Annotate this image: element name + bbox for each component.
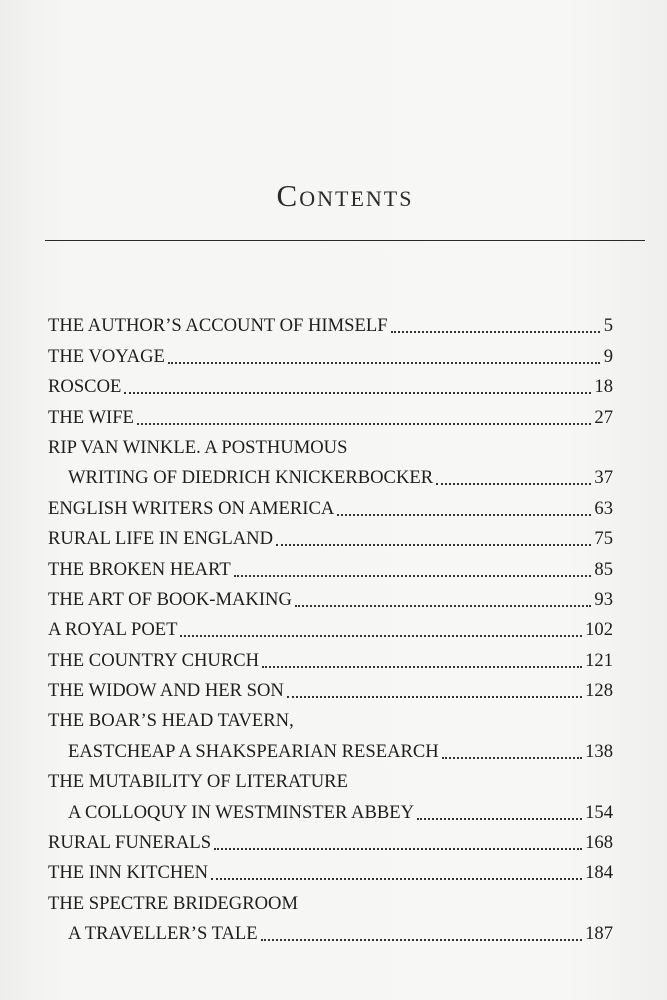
toc-entry-page: 37 xyxy=(594,467,613,489)
toc-entry-heading-line xyxy=(48,884,613,914)
toc-entry-title: A TRAVELLER’S TALE xyxy=(68,923,258,945)
toc-entry-title: A COLLOQUY IN WESTMINSTER ABBEY xyxy=(68,801,415,823)
leader-dots xyxy=(137,423,592,425)
toc-entry-title: THE VOYAGE xyxy=(48,345,165,367)
leader-dots xyxy=(337,514,591,516)
toc-entry xyxy=(48,581,613,611)
toc-entry-page: 187 xyxy=(585,923,613,945)
toc-entry-title: THE WIFE xyxy=(48,406,134,428)
leader-dots xyxy=(214,848,582,850)
toc-entry xyxy=(48,672,613,702)
toc-entry xyxy=(48,489,613,519)
toc-entry xyxy=(48,307,613,337)
toc-entry-page: 121 xyxy=(585,649,613,671)
leader-dots xyxy=(442,757,582,759)
toc-entry xyxy=(48,368,613,398)
toc-entry-title: A ROYAL POET xyxy=(48,619,178,641)
toc-entry xyxy=(48,732,613,762)
toc-entry-title: THE INN KITCHEN xyxy=(48,862,209,884)
toc-entry-page: 102 xyxy=(585,619,613,641)
toc-entry xyxy=(48,854,613,884)
toc-entry-heading-line xyxy=(48,763,613,793)
toc-entry-title: THE AUTHOR’S ACCOUNT OF HIMSELF xyxy=(48,315,388,337)
leader-dots xyxy=(234,575,592,577)
toc-entry-page: 168 xyxy=(585,832,613,854)
toc-entry-title: WRITING OF DIEDRICH KNICKERBOCKER xyxy=(68,467,434,489)
toc-entry-page: 128 xyxy=(585,680,613,702)
toc-entry-title: THE SPECTRE BRIDEGROOM xyxy=(48,892,298,914)
toc-entry-title: THE BROKEN HEART xyxy=(48,558,231,580)
leader-dots xyxy=(436,483,591,485)
toc-entry-page: 184 xyxy=(585,862,613,884)
toc-entry-title: ROSCOE xyxy=(48,376,122,398)
toc-entry-page: 154 xyxy=(585,801,613,823)
leader-dots xyxy=(124,392,591,394)
contents-heading: Contents xyxy=(276,178,414,213)
leader-dots xyxy=(287,696,582,698)
toc-entry-title: EASTCHEAP A SHAKSPEARIAN RESEARCH xyxy=(68,740,439,762)
toc-entry-title: THE WIDOW AND HER SON xyxy=(48,680,284,702)
toc-entry-title: RIP VAN WINKLE. A POSTHUMOUS xyxy=(48,436,348,458)
toc-entry-title: ENGLISH WRITERS ON AMERICA xyxy=(48,497,335,519)
toc-entry-title: THE COUNTRY CHURCH xyxy=(48,649,260,671)
toc-entry xyxy=(48,550,613,580)
toc-entry-page: 5 xyxy=(603,315,613,337)
toc-entry-page: 27 xyxy=(594,406,613,428)
leader-dots xyxy=(276,544,591,546)
table-of-contents xyxy=(48,307,613,945)
toc-entry xyxy=(48,459,613,489)
toc-entry-page: 63 xyxy=(594,497,613,519)
leader-dots xyxy=(417,818,582,820)
toc-entry-title: RURAL FUNERALS xyxy=(48,832,212,854)
leader-dots xyxy=(295,605,592,607)
leader-dots xyxy=(180,635,582,637)
leader-dots xyxy=(211,878,582,880)
toc-entry-page: 75 xyxy=(594,528,613,550)
toc-entry-page: 9 xyxy=(603,345,613,367)
toc-entry-page: 18 xyxy=(594,376,613,398)
toc-entry-page: 138 xyxy=(585,740,613,762)
toc-entry xyxy=(48,915,613,945)
toc-entry-title: THE BOAR’S HEAD TAVERN, xyxy=(48,710,294,732)
toc-entry xyxy=(48,398,613,428)
toc-entry xyxy=(48,337,613,367)
leader-dots xyxy=(262,666,582,668)
heading-rule xyxy=(45,240,645,241)
toc-entry-title: THE ART OF BOOK-MAKING xyxy=(48,588,292,610)
toc-entry-page: 85 xyxy=(594,558,613,580)
toc-entry-heading-line xyxy=(48,702,613,732)
leader-dots xyxy=(261,939,582,941)
toc-entry-title: RURAL LIFE IN ENGLAND xyxy=(48,528,273,550)
toc-entry-page: 93 xyxy=(594,588,613,610)
toc-entry xyxy=(48,824,613,854)
toc-entry xyxy=(48,520,613,550)
leader-dots xyxy=(168,362,600,364)
toc-entry xyxy=(48,611,613,641)
toc-entry xyxy=(48,641,613,671)
toc-entry xyxy=(48,793,613,823)
toc-entry-title: THE MUTABILITY OF LITERATURE xyxy=(48,771,348,793)
leader-dots xyxy=(391,331,600,333)
toc-entry-heading-line xyxy=(48,429,613,459)
